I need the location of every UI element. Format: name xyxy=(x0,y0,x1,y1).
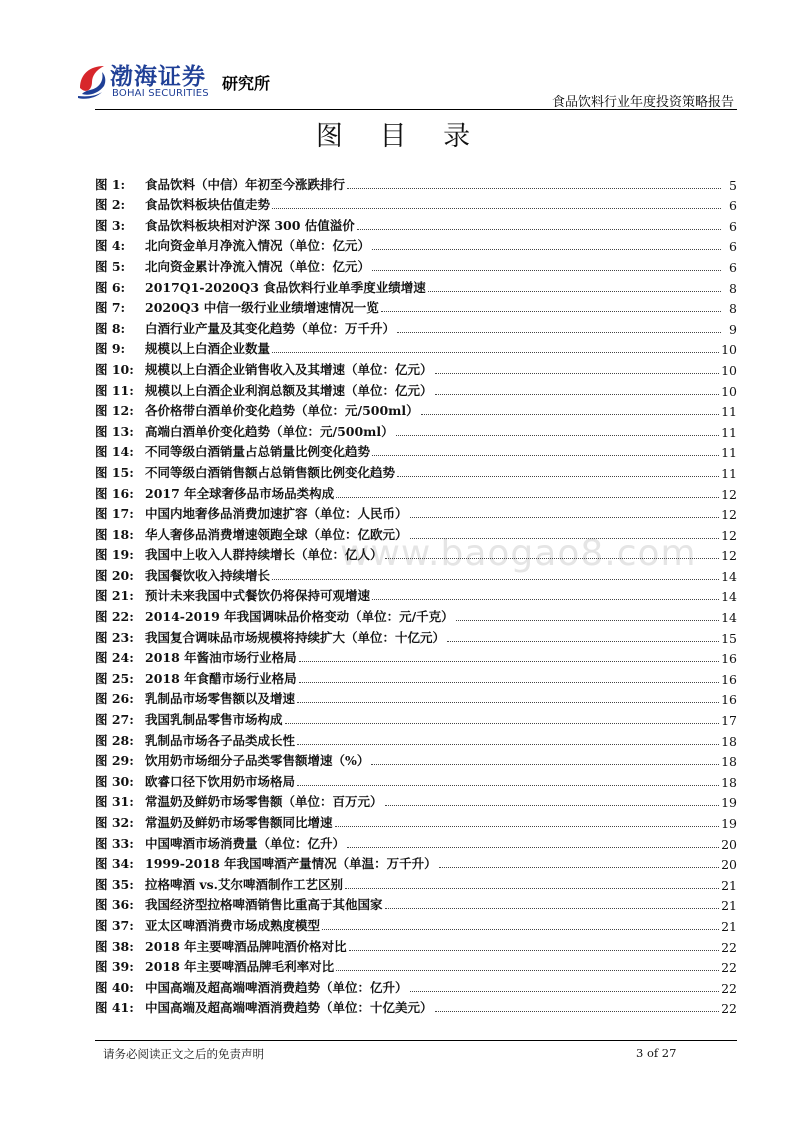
figure-number: 图 36: xyxy=(95,897,134,913)
figure-number: 图 24: xyxy=(95,650,134,666)
toc-entry[interactable] xyxy=(95,440,737,461)
toc-entry[interactable] xyxy=(95,213,737,234)
toc-entry[interactable] xyxy=(95,419,737,440)
figure-page-number: 18 xyxy=(721,754,737,770)
dot-leader xyxy=(372,270,721,271)
dot-leader xyxy=(297,744,719,745)
figure-number: 图 4: xyxy=(95,238,126,254)
toc-entry[interactable] xyxy=(95,254,737,275)
dot-leader xyxy=(381,311,721,312)
figure-title: 中国高端及超高端啤酒消费趋势（单位：十亿美元） xyxy=(145,1000,433,1016)
logo-english-name: BOHAI SECURITIES xyxy=(112,88,209,99)
dot-leader xyxy=(385,805,720,806)
toc-entry[interactable] xyxy=(95,275,737,296)
dot-leader xyxy=(357,229,721,230)
figure-title: 食品饮料板块估值走势 xyxy=(145,197,271,213)
toc-entry[interactable] xyxy=(95,378,737,399)
figure-number: 图 23: xyxy=(95,629,134,645)
toc-entry[interactable] xyxy=(95,502,737,523)
figure-number: 图 19: xyxy=(95,547,134,563)
watermark: www.baogao8.com xyxy=(340,533,697,574)
dot-leader xyxy=(397,476,719,477)
figure-number: 图 16: xyxy=(95,485,134,501)
figure-title: 亚太区啤酒消费市场成熟度模型 xyxy=(145,917,321,933)
dot-leader xyxy=(396,435,719,436)
figure-title: 我国经济型拉格啤酒销售比重高于其他国家 xyxy=(145,897,383,913)
figure-number: 图 32: xyxy=(95,815,134,830)
figure-title: 2018 年主要啤酒品牌毛利率对比 xyxy=(145,959,335,975)
figure-page-number: 18 xyxy=(721,774,737,790)
dot-leader xyxy=(456,620,719,621)
figure-page-number: 21 xyxy=(721,898,737,914)
figure-title: 华人奢侈品消费增速领跑全球（单位：亿欧元） xyxy=(145,526,408,542)
figure-page-number: 6 xyxy=(729,239,737,255)
toc-entry[interactable] xyxy=(95,687,737,708)
dot-leader xyxy=(397,332,721,333)
figure-number: 图 34: xyxy=(95,856,134,872)
toc-entry[interactable] xyxy=(95,604,737,625)
figure-title: 2017Q1-2020Q3 食品饮料行业单季度业绩增速 xyxy=(145,279,426,295)
figure-title: 规模以上白酒企业利润总额及其增速（单位：亿元） xyxy=(145,382,433,398)
figure-page-number: 17 xyxy=(721,713,737,729)
figure-number: 图 6: xyxy=(95,279,126,295)
bohai-logo xyxy=(76,58,216,106)
figure-title: 2018 年酱油市场行业格局 xyxy=(145,650,297,666)
figure-page-number: 14 xyxy=(721,610,737,626)
figure-page-number: 10 xyxy=(721,342,737,358)
bohai-logo-mark-icon xyxy=(76,60,108,100)
figure-title: 各价格带白酒单价变化趋势（单位：元/500ml） xyxy=(145,403,419,419)
toc-entry[interactable] xyxy=(95,234,737,255)
figure-number: 图 35: xyxy=(95,876,134,892)
figure-page-number: 22 xyxy=(721,939,737,955)
figure-number: 图 40: xyxy=(95,979,134,995)
dot-leader xyxy=(385,908,720,909)
toc-entry[interactable] xyxy=(95,872,737,893)
figure-page-number: 18 xyxy=(721,733,737,749)
toc-entry[interactable] xyxy=(95,646,737,667)
figure-title: 北向资金单月净流入情况（单位：亿元） xyxy=(145,238,371,254)
figure-page-number: 12 xyxy=(721,486,737,502)
department-label: 研究所 xyxy=(222,74,271,93)
figure-page-number: 6 xyxy=(729,259,737,275)
figure-number: 图 22: xyxy=(95,609,134,625)
toc-entry[interactable] xyxy=(95,563,737,584)
figure-number: 图 28: xyxy=(95,732,134,748)
toc-entry[interactable] xyxy=(95,749,737,770)
figure-number: 图 1: xyxy=(95,176,126,192)
figure-page-number: 6 xyxy=(729,198,737,214)
page-title: 图 目 录 xyxy=(315,121,485,152)
dot-leader xyxy=(272,208,721,209)
dot-leader xyxy=(410,538,720,539)
figure-number: 图 17: xyxy=(95,506,134,522)
figure-number: 图 18: xyxy=(95,526,134,542)
figure-page-number: 11 xyxy=(721,404,737,420)
figure-page-number: 22 xyxy=(721,960,737,976)
header-divider xyxy=(95,109,737,110)
figure-title: 乳制品市场各子品类成长性 xyxy=(145,732,296,748)
figure-number: 图 7: xyxy=(95,300,126,316)
toc-entry[interactable] xyxy=(95,584,737,605)
figure-number: 图 26: xyxy=(95,691,134,707)
figure-page-number: 16 xyxy=(721,692,737,708)
figure-number: 图 29: xyxy=(95,753,134,769)
dot-leader xyxy=(272,579,719,580)
dot-leader xyxy=(372,599,719,600)
toc-entry[interactable] xyxy=(95,625,737,646)
figure-title: 2014-2019 年我国调味品价格变动（单位：元/千克） xyxy=(145,609,454,625)
figure-number: 图 27: xyxy=(95,712,134,728)
figure-title: 我国餐饮收入持续增长 xyxy=(145,567,271,583)
dot-leader xyxy=(372,249,721,250)
toc-entry[interactable] xyxy=(95,543,737,564)
dot-leader xyxy=(435,394,720,395)
figure-page-number: 11 xyxy=(721,424,737,440)
figure-page-number: 12 xyxy=(721,548,737,564)
dot-leader xyxy=(421,414,719,415)
dot-leader xyxy=(349,950,719,951)
toc-entry[interactable] xyxy=(95,934,737,955)
figure-page-number: 22 xyxy=(721,980,737,996)
figure-title: 常温奶及鲜奶市场零售额同比增速 xyxy=(145,815,333,830)
figure-number: 图 41: xyxy=(95,1000,134,1016)
figure-page-number: 20 xyxy=(721,857,737,873)
figure-page-number: 12 xyxy=(721,507,737,523)
figure-title: 高端白酒单价变化趋势（单位：元/500ml） xyxy=(145,423,394,439)
figure-table-of-contents xyxy=(95,172,737,1016)
figure-title: 2018 年主要啤酒品牌吨酒价格对比 xyxy=(145,938,347,954)
figure-title: 2017 年全球奢侈品市场品类构成 xyxy=(145,485,335,501)
figure-title: 不同等级白酒销售额占总销售额比例变化趋势 xyxy=(145,464,396,480)
figure-page-number: 16 xyxy=(721,671,737,687)
figure-page-number: 8 xyxy=(729,280,737,296)
figure-title: 不同等级白酒销量占总销量比例变化趋势 xyxy=(145,444,371,460)
toc-entry[interactable] xyxy=(95,955,737,976)
figure-number: 图 11: xyxy=(95,382,134,398)
figure-title: 饮用奶市场细分子品类零售额增速（%） xyxy=(145,753,370,769)
toc-entry[interactable] xyxy=(95,975,737,996)
dot-leader xyxy=(299,661,719,662)
figure-title: 食品饮料板块相对沪深 300 估值溢价 xyxy=(145,217,355,233)
figure-number: 图 10: xyxy=(95,361,134,377)
figure-number: 图 20: xyxy=(95,567,134,583)
toc-entry[interactable] xyxy=(95,810,737,831)
figure-title: 中国高端及超高端啤酒消费趋势（单位：亿升） xyxy=(145,979,408,995)
dot-leader xyxy=(347,188,721,189)
figure-page-number: 11 xyxy=(721,465,737,481)
figure-title: 欧睿口径下饮用奶市场格局 xyxy=(145,773,296,789)
figure-number: 图 2: xyxy=(95,197,126,213)
figure-page-number: 14 xyxy=(721,568,737,584)
figure-number: 图 38: xyxy=(95,938,134,954)
toc-entry[interactable] xyxy=(95,460,737,481)
toc-entry[interactable] xyxy=(95,172,737,193)
dot-leader xyxy=(345,888,719,889)
dot-leader xyxy=(297,702,719,703)
dot-leader xyxy=(435,373,720,374)
toc-entry[interactable] xyxy=(95,193,737,214)
figure-page-number: 11 xyxy=(721,445,737,461)
figure-page-number: 16 xyxy=(721,651,737,667)
toc-entry[interactable] xyxy=(95,666,737,687)
dot-leader xyxy=(336,970,719,971)
figure-number: 图 33: xyxy=(95,835,134,851)
figure-title: 规模以上白酒企业数量 xyxy=(145,341,271,357)
figure-page-number: 20 xyxy=(721,836,737,852)
toc-entry[interactable] xyxy=(95,769,737,790)
toc-entry[interactable] xyxy=(95,996,737,1017)
figure-title: 2018 年食醋市场行业格局 xyxy=(145,670,297,686)
dot-leader xyxy=(336,497,719,498)
figure-title: 我国复合调味品市场规模将持续扩大（单位：十亿元） xyxy=(145,629,446,645)
figure-page-number: 22 xyxy=(721,1001,737,1017)
figure-number: 图 13: xyxy=(95,423,134,439)
figure-title: 规模以上白酒企业销售收入及其增速（单位：亿元） xyxy=(145,361,433,377)
toc-entry[interactable] xyxy=(95,831,737,852)
figure-page-number: 10 xyxy=(721,362,737,378)
toc-entry[interactable] xyxy=(95,481,737,502)
dot-leader xyxy=(322,929,719,930)
toc-entry[interactable] xyxy=(95,707,737,728)
dot-leader xyxy=(410,991,720,992)
figure-page-number: 10 xyxy=(721,383,737,399)
figure-number: 图 39: xyxy=(95,959,134,975)
dot-leader xyxy=(272,352,719,353)
figure-number: 图 9: xyxy=(95,341,126,357)
figure-title: 预计未来我国中式餐饮仍将保持可观增速 xyxy=(145,588,371,604)
figure-page-number: 5 xyxy=(729,177,737,193)
dot-leader xyxy=(428,291,721,292)
figure-title: 拉格啤酒 vs.艾尔啤酒制作工艺区别 xyxy=(145,876,344,892)
dot-leader xyxy=(347,847,719,848)
dot-leader xyxy=(439,867,719,868)
toc-entry[interactable] xyxy=(95,728,737,749)
dot-leader xyxy=(410,517,720,518)
figure-title: 中国内地奢侈品消费加速扩容（单位：人民币） xyxy=(145,506,408,522)
figure-page-number: 21 xyxy=(721,877,737,893)
dot-leader xyxy=(385,558,720,559)
figure-page-number: 9 xyxy=(729,321,737,337)
figure-title: 北向资金累计净流入情况（单位：亿元） xyxy=(145,258,371,274)
figure-title: 食品饮料（中信）年初至今涨跌排行 xyxy=(145,176,346,192)
figure-number: 图 30: xyxy=(95,773,134,789)
footer-divider xyxy=(95,1040,737,1041)
toc-entry[interactable] xyxy=(95,790,737,811)
toc-entry[interactable] xyxy=(95,316,737,337)
figure-number: 图 31: xyxy=(95,794,134,810)
figure-page-number: 19 xyxy=(721,795,737,811)
dot-leader xyxy=(335,826,720,827)
figure-number: 图 3: xyxy=(95,217,126,233)
figure-number: 图 15: xyxy=(95,464,134,480)
figure-title: 2020Q3 中信一级行业业绩增速情况一览 xyxy=(145,300,379,316)
figure-title: 中国啤酒市场消费量（单位：亿升） xyxy=(145,835,346,851)
figure-page-number: 12 xyxy=(721,527,737,543)
toc-entry[interactable] xyxy=(95,337,737,358)
disclaimer-text: 请务必阅读正文之后的免责声明 xyxy=(103,1047,264,1061)
figure-title: 我国乳制品零售市场构成 xyxy=(145,712,283,728)
page-number: 3 of 27 xyxy=(636,1046,677,1060)
toc-entry[interactable] xyxy=(95,913,737,934)
dot-leader xyxy=(297,785,719,786)
figure-page-number: 21 xyxy=(721,918,737,934)
logo-chinese-name: 渤海证券 xyxy=(110,63,206,90)
dot-leader xyxy=(447,641,719,642)
figure-title: 常温奶及鲜奶市场零售额（单位：百万元） xyxy=(145,794,383,810)
report-type-label: 食品饮料行业年度投资策略报告 xyxy=(551,95,734,110)
figure-page-number: 19 xyxy=(721,816,737,831)
figure-title: 我国中上收入人群持续增长（单位：亿人） xyxy=(145,547,383,563)
figure-title: 白酒行业产量及其变化趋势（单位：万千升） xyxy=(145,320,396,336)
figure-title: 乳制品市场零售额以及增速 xyxy=(145,691,296,707)
figure-number: 图 8: xyxy=(95,320,126,336)
figure-page-number: 14 xyxy=(721,589,737,605)
toc-entry[interactable] xyxy=(95,522,737,543)
figure-number: 图 5: xyxy=(95,258,126,274)
figure-number: 图 21: xyxy=(95,588,134,604)
figure-title: 1999-2018 年我国啤酒产量情况（单温：万千升） xyxy=(145,856,437,872)
toc-entry[interactable] xyxy=(95,399,737,420)
dot-leader xyxy=(435,1011,720,1012)
dot-leader xyxy=(371,764,719,765)
dot-leader xyxy=(372,455,719,456)
figure-number: 图 14: xyxy=(95,444,134,460)
dot-leader xyxy=(285,723,720,724)
figure-number: 图 37: xyxy=(95,917,134,933)
toc-entry[interactable] xyxy=(95,852,737,873)
toc-entry[interactable] xyxy=(95,893,737,914)
toc-entry[interactable] xyxy=(95,296,737,317)
figure-number: 图 12: xyxy=(95,403,134,419)
dot-leader xyxy=(299,682,719,683)
figure-number: 图 25: xyxy=(95,670,134,686)
figure-page-number: 15 xyxy=(721,630,737,646)
figure-page-number: 8 xyxy=(729,301,737,317)
figure-page-number: 6 xyxy=(729,218,737,234)
toc-entry[interactable] xyxy=(95,357,737,378)
